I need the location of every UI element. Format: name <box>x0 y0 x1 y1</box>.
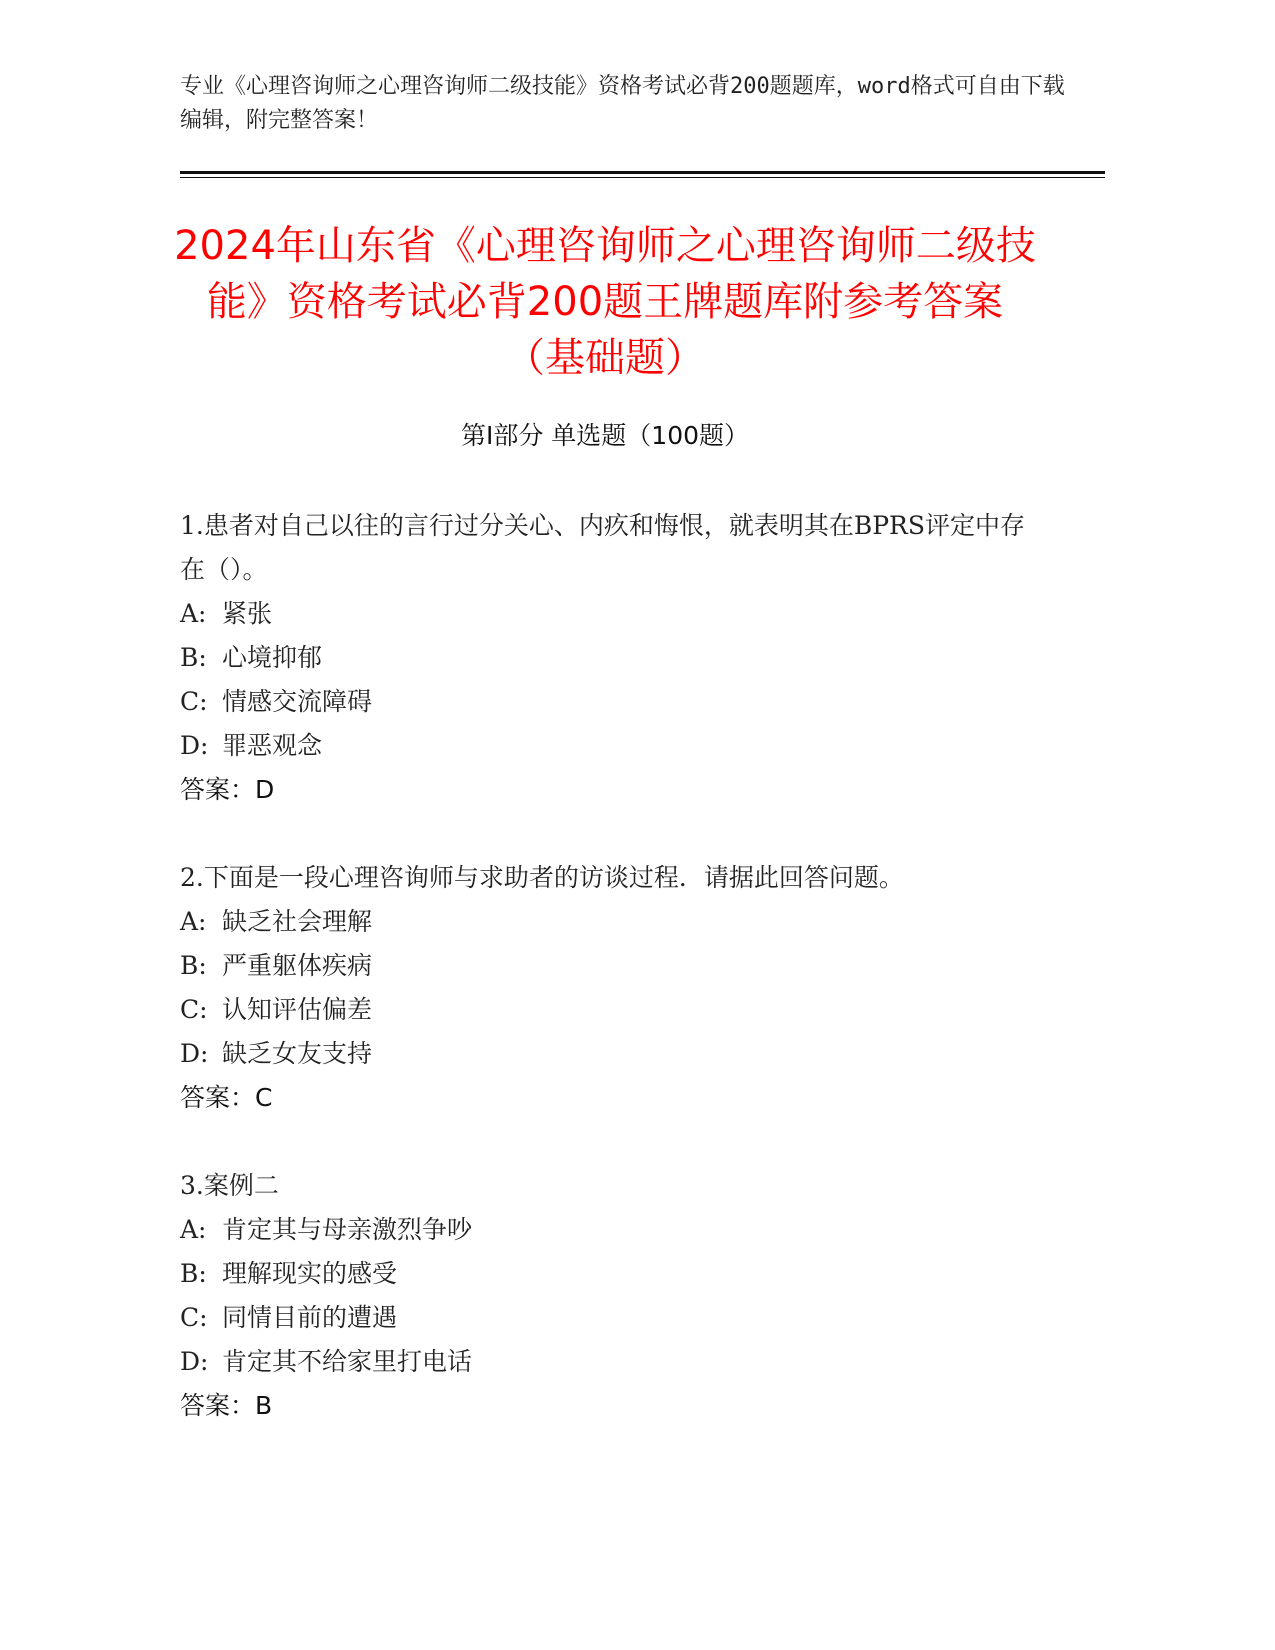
question-3 <box>180 1164 1040 1428</box>
option-letter: C: <box>180 687 208 716</box>
option-c <box>180 988 1040 1032</box>
option-letter: D: <box>180 731 209 760</box>
answer-line: 答案：D <box>180 775 275 804</box>
option-letter: D: <box>180 1347 209 1376</box>
option-letter: A: <box>180 599 207 628</box>
option-text: 缺乏社会理解 <box>222 907 373 936</box>
option-text: 肯定其不给家里打电话 <box>222 1347 473 1376</box>
option-letter: C: <box>180 995 208 1024</box>
document-title: 2024年山东省《心理咨询师之心理咨询师二级技能》资格考试必背200题王牌题库附参考答案（基础题） <box>174 223 1036 381</box>
option-letter: A: <box>180 907 207 936</box>
question-stem: 1.患者对自己以往的言行过分关心、内疚和悔恨，就表明其在BPRS评定中存在（）。 <box>180 511 1025 584</box>
question-stem: 2.下面是一段心理咨询师与求助者的访谈过程．请据此回答问题。 <box>180 863 904 892</box>
option-letter: B: <box>180 1259 207 1288</box>
option-b <box>180 636 1040 680</box>
option-text: 严重躯体疾病 <box>222 951 373 980</box>
option-letter: B: <box>180 951 207 980</box>
option-text: 肯定其与母亲激烈争吵 <box>222 1215 473 1244</box>
option-text: 心境抑郁 <box>222 643 323 672</box>
option-c <box>180 1296 1040 1340</box>
option-c <box>180 680 1040 724</box>
option-text: 同情目前的遭遇 <box>222 1303 398 1332</box>
option-a <box>180 592 1040 636</box>
option-a <box>180 1208 1040 1252</box>
option-d <box>180 724 1040 768</box>
option-a <box>180 900 1040 944</box>
answer-line: 答案：B <box>180 1391 273 1420</box>
header-divider-thick <box>180 171 1105 174</box>
option-b <box>180 1252 1040 1296</box>
question-list <box>180 504 1040 1472</box>
header-note: 专业《心理咨询师之心理咨询师二级技能》资格考试必背200题题库，word格式可自由下载编辑，附完整答案！ <box>180 74 1065 133</box>
question-1 <box>180 504 1040 812</box>
option-letter: B: <box>180 643 207 672</box>
question-2 <box>180 856 1040 1120</box>
option-letter: D: <box>180 1039 209 1068</box>
option-d <box>180 1340 1040 1384</box>
question-stem: 3.案例二 <box>180 1171 279 1200</box>
answer-line: 答案：C <box>180 1083 273 1112</box>
header-divider-thin <box>180 177 1105 178</box>
section-heading: 第I部分 单选题（100题） <box>460 421 750 450</box>
option-letter: C: <box>180 1303 208 1332</box>
option-text: 罪恶观念 <box>222 731 323 760</box>
option-text: 缺乏女友支持 <box>222 1039 373 1068</box>
option-d <box>180 1032 1040 1076</box>
option-text: 情感交流障碍 <box>222 687 373 716</box>
option-letter: A: <box>180 1215 207 1244</box>
option-text: 认知评估偏差 <box>222 995 373 1024</box>
option-b <box>180 944 1040 988</box>
option-text: 紧张 <box>222 599 273 628</box>
option-text: 理解现实的感受 <box>222 1259 398 1288</box>
